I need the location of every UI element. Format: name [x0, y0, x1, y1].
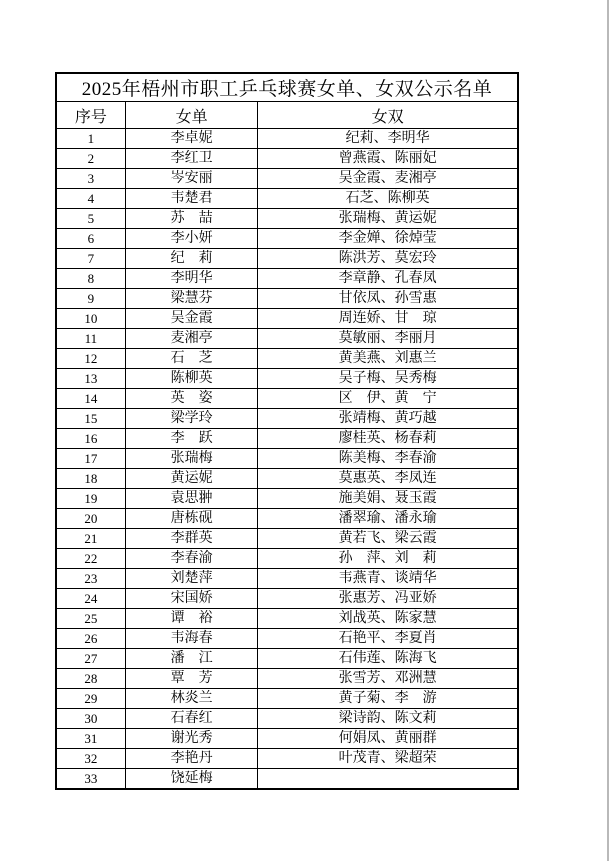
column-header-singles: 女单 — [125, 102, 258, 129]
doubles-cell: 周连娇、甘 琼 — [258, 309, 518, 329]
doubles-cell: 吴子梅、吴秀梅 — [258, 369, 518, 389]
index-cell: 3 — [56, 169, 125, 189]
doubles-cell: 莫惠英、李凤连 — [258, 469, 518, 489]
singles-cell: 谭 裕 — [125, 609, 258, 629]
doubles-cell: 梁诗韵、陈文莉 — [258, 709, 518, 729]
singles-cell: 陈柳英 — [125, 369, 258, 389]
singles-cell: 岑安丽 — [125, 169, 258, 189]
index-cell: 16 — [56, 429, 125, 449]
table-row — [56, 609, 518, 629]
table-row — [56, 369, 518, 389]
doubles-cell: 李金婵、徐焯莹 — [258, 229, 518, 249]
singles-cell: 韦海春 — [125, 629, 258, 649]
table-row — [56, 229, 518, 249]
table-row — [56, 509, 518, 529]
index-cell: 22 — [56, 549, 125, 569]
table-row — [56, 409, 518, 429]
table-row — [56, 629, 518, 649]
index-cell: 29 — [56, 689, 125, 709]
singles-cell: 饶延梅 — [125, 769, 258, 790]
table-row — [56, 169, 518, 189]
doubles-cell: 石芝、陈柳英 — [258, 189, 518, 209]
singles-cell: 唐栋砚 — [125, 509, 258, 529]
index-cell: 30 — [56, 709, 125, 729]
doubles-cell: 何娟凤、黄丽群 — [258, 729, 518, 749]
index-cell: 9 — [56, 289, 125, 309]
doubles-cell: 刘战英、陈家慧 — [258, 609, 518, 629]
doubles-cell: 甘依凤、孙雪惠 — [258, 289, 518, 309]
singles-cell: 梁慧芬 — [125, 289, 258, 309]
index-cell: 23 — [56, 569, 125, 589]
singles-cell: 张瑞梅 — [125, 449, 258, 469]
index-cell: 12 — [56, 349, 125, 369]
index-cell: 25 — [56, 609, 125, 629]
doubles-cell — [258, 769, 518, 790]
doubles-cell: 黄子菊、李 游 — [258, 689, 518, 709]
singles-cell: 石 芝 — [125, 349, 258, 369]
doubles-cell: 韦燕青、谈靖华 — [258, 569, 518, 589]
singles-cell: 李 跃 — [125, 429, 258, 449]
singles-cell: 纪 莉 — [125, 249, 258, 269]
index-cell: 26 — [56, 629, 125, 649]
table-row — [56, 769, 518, 790]
table-row — [56, 249, 518, 269]
singles-cell: 林炎兰 — [125, 689, 258, 709]
index-cell: 21 — [56, 529, 125, 549]
doubles-cell: 施美娟、聂玉霞 — [258, 489, 518, 509]
table-row — [56, 489, 518, 509]
table-row — [56, 529, 518, 549]
index-cell: 33 — [56, 769, 125, 790]
table-row — [56, 309, 518, 329]
table-row — [56, 749, 518, 769]
doubles-cell: 李章静、孔春凤 — [258, 269, 518, 289]
table-row — [56, 209, 518, 229]
doubles-cell: 孙 萍、刘 莉 — [258, 549, 518, 569]
doubles-cell: 石伟莲、陈海飞 — [258, 649, 518, 669]
table-row — [56, 649, 518, 669]
doubles-cell: 廖桂英、杨春莉 — [258, 429, 518, 449]
index-cell: 4 — [56, 189, 125, 209]
page-edge-divider — [607, 0, 609, 861]
doubles-cell: 张靖梅、黄巧越 — [258, 409, 518, 429]
table-row — [56, 389, 518, 409]
singles-cell: 英 姿 — [125, 389, 258, 409]
doubles-cell: 曾燕霞、陈丽妃 — [258, 149, 518, 169]
index-cell: 6 — [56, 229, 125, 249]
table-row — [56, 189, 518, 209]
doubles-cell: 张瑞梅、黄运妮 — [258, 209, 518, 229]
table-row — [56, 729, 518, 749]
table-row — [56, 149, 518, 169]
singles-cell: 潘 江 — [125, 649, 258, 669]
index-cell: 28 — [56, 669, 125, 689]
singles-cell: 李卓妮 — [125, 129, 258, 149]
table-header-row — [56, 102, 518, 129]
table-title-row — [56, 73, 518, 102]
singles-cell: 吴金霞 — [125, 309, 258, 329]
doubles-cell: 石艳平、李夏肖 — [258, 629, 518, 649]
doubles-cell: 叶茂青、梁超荣 — [258, 749, 518, 769]
index-cell: 17 — [56, 449, 125, 469]
column-header-doubles: 女双 — [258, 102, 518, 129]
singles-cell: 袁思翀 — [125, 489, 258, 509]
table-row — [56, 709, 518, 729]
table-row — [56, 129, 518, 149]
index-cell: 19 — [56, 489, 125, 509]
index-cell: 18 — [56, 469, 125, 489]
singles-cell: 黄运妮 — [125, 469, 258, 489]
doubles-cell: 纪莉、李明华 — [258, 129, 518, 149]
table-row — [56, 449, 518, 469]
index-cell: 7 — [56, 249, 125, 269]
doubles-cell: 区 伊、黄 宁 — [258, 389, 518, 409]
doubles-cell: 吴金霞、麦湘亭 — [258, 169, 518, 189]
doubles-cell: 张雪芳、邓洲慧 — [258, 669, 518, 689]
doubles-cell: 陈洪芳、莫宏玲 — [258, 249, 518, 269]
table-row — [56, 429, 518, 449]
singles-cell: 覃 芳 — [125, 669, 258, 689]
index-cell: 32 — [56, 749, 125, 769]
page-title: 2025年梧州市职工乒乓球赛女单、女双公示名单 — [56, 73, 518, 102]
index-cell: 8 — [56, 269, 125, 289]
table-row — [56, 469, 518, 489]
column-header-index: 序号 — [56, 102, 125, 129]
index-cell: 27 — [56, 649, 125, 669]
singles-cell: 苏 喆 — [125, 209, 258, 229]
singles-cell: 李明华 — [125, 269, 258, 289]
index-cell: 1 — [56, 129, 125, 149]
singles-cell: 石春红 — [125, 709, 258, 729]
index-cell: 20 — [56, 509, 125, 529]
doubles-cell: 莫敏丽、李丽月 — [258, 329, 518, 349]
singles-cell: 韦楚君 — [125, 189, 258, 209]
singles-cell: 李小妍 — [125, 229, 258, 249]
index-cell: 2 — [56, 149, 125, 169]
table-row — [56, 689, 518, 709]
index-cell: 24 — [56, 589, 125, 609]
index-cell: 11 — [56, 329, 125, 349]
index-cell: 31 — [56, 729, 125, 749]
index-cell: 13 — [56, 369, 125, 389]
index-cell: 14 — [56, 389, 125, 409]
doubles-cell: 张惠芳、冯亚娇 — [258, 589, 518, 609]
index-cell: 10 — [56, 309, 125, 329]
table-row — [56, 349, 518, 369]
doubles-cell: 潘翠瑜、潘永瑜 — [258, 509, 518, 529]
table-row — [56, 569, 518, 589]
doubles-cell: 陈美梅、李春渝 — [258, 449, 518, 469]
table-row — [56, 669, 518, 689]
doubles-cell: 黄美燕、刘惠兰 — [258, 349, 518, 369]
table-row — [56, 269, 518, 289]
roster-table — [55, 72, 519, 790]
singles-cell: 李红卫 — [125, 149, 258, 169]
table-row — [56, 329, 518, 349]
singles-cell: 李艳丹 — [125, 749, 258, 769]
singles-cell: 谢光秀 — [125, 729, 258, 749]
table-row — [56, 549, 518, 569]
index-cell: 15 — [56, 409, 125, 429]
table-row — [56, 289, 518, 309]
table-row — [56, 589, 518, 609]
singles-cell: 麦湘亭 — [125, 329, 258, 349]
singles-cell: 李春渝 — [125, 549, 258, 569]
doubles-cell: 黄若飞、梁云霞 — [258, 529, 518, 549]
index-cell: 5 — [56, 209, 125, 229]
singles-cell: 宋国娇 — [125, 589, 258, 609]
singles-cell: 梁学玲 — [125, 409, 258, 429]
singles-cell: 李群英 — [125, 529, 258, 549]
singles-cell: 刘楚萍 — [125, 569, 258, 589]
